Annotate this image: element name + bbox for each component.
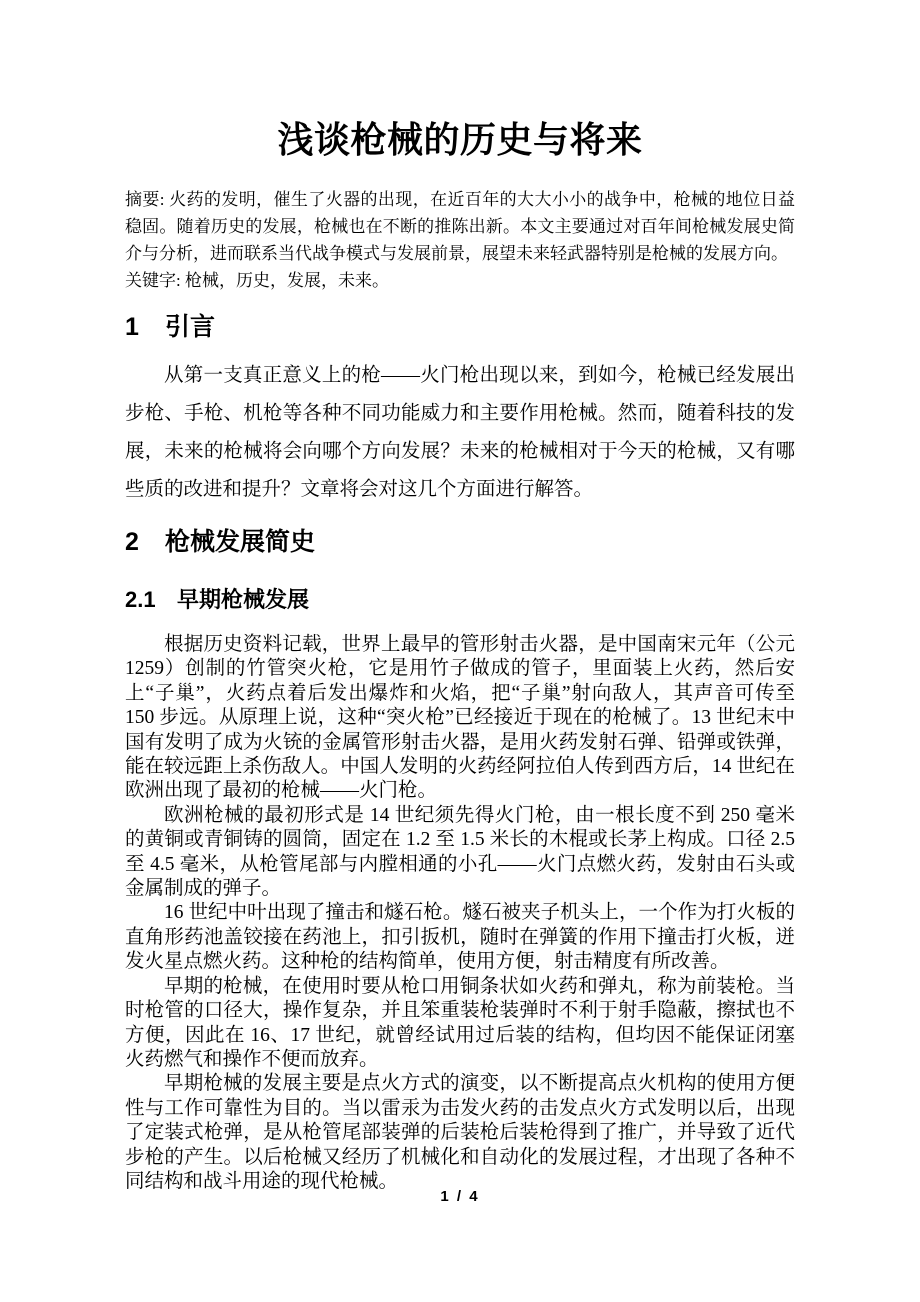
body-paragraph: 欧洲枪械的最初形式是 14 世纪须先得火门枪，由一根长度不到 250 毫米的黄铜或青铜铸的圆筒，固定在 1.2 至 1.5 米长的木棍或长茅上构成。口径 2.5 至 4.5 毫米，从枪管尾部与内膛相通的小孔——火门点燃火药，发射由石头或金属制成的弹子。 bbox=[125, 804, 795, 900]
section-1-number: 1 bbox=[125, 313, 139, 341]
intro-paragraph: 从第一支真正意义上的枪——火门枪出现以来，到如今，枪械已经发展出步枪、手枪、机枪等各种不同功能威力和主要作用枪械。然而，随着科技的发展，未来的枪械将会向哪个方向发展？未来的枪械相对于今天的枪械，又有哪些质的改进和提升？文章将会对这几个方面进行解答。 bbox=[125, 365, 795, 500]
section-2-1-title: 早期枪械发展 bbox=[177, 587, 310, 612]
section-1-title: 引言 bbox=[165, 313, 216, 341]
page-title: 浅谈枪械的历史与将来 bbox=[277, 119, 643, 160]
body-paragraph: 16 世纪中叶出现了撞击和燧石枪。燧石被夹子机头上，一个作为打火板的直角形药池盖铰接在药池上，扣引扳机，随时在弹簧的作用下撞击打火板，迸发火星点燃火药。这种枪的结构简单，使用方便，射击精度有所改善。 bbox=[125, 902, 795, 973]
section-2-heading bbox=[125, 526, 795, 558]
section-2-1-heading bbox=[125, 585, 795, 615]
section-2-1-number: 2.1 bbox=[125, 587, 156, 612]
abstract-paragraph: 摘要: 火药的发明，催生了火器的出现，在近百年的大大小小的战争中，枪械的地位日益稳固。随着历史的发展，枪械也在不断的推陈出新。本文主要通过对百年间枪械发展史简介与分析，进而联系当代战争模式与发展前景，展望未来轻武器特别是枪械的发展方向。 bbox=[125, 190, 795, 263]
body-paragraph: 早期枪械的发展主要是点火方式的演变，以不断提高点火机构的使用方便性与工作可靠性为目的。当以雷汞为击发火药的击发点火方式发明以后，出现了定装式枪弹，是从枪管尾部装弹的后装枪后装枪得到了推广，并导致了近代步枪的产生。以后枪械又经历了机械化和自动化的发展过程，才出现了各种不同结构和战斗用途的现代枪械。 bbox=[125, 1073, 795, 1192]
page-number: 1 / 4 bbox=[440, 1188, 480, 1205]
section-1-heading bbox=[125, 311, 795, 343]
section-2-number: 2 bbox=[125, 528, 139, 556]
body-paragraph: 早期的枪械，在使用时要从枪口用铜条状如火药和弹丸，称为前装枪。当时枪管的口径大，操作复杂，并且笨重装枪装弹时不利于射手隐蔽，擦拭也不方便，因此在 16、17 世纪，就曾经试用过后装的结构，但均因不能保证闭塞火药燃气和操作不便而放弃。 bbox=[125, 975, 795, 1070]
keywords-line: 关键字: 枪械，历史，发展，未来。 bbox=[125, 271, 389, 290]
body-paragraph: 根据历史资料记载，世界上最早的管形射击火器，是中国南宋元年（公元 1259）创制的竹管突火枪，它是用竹子做成的管子，里面装上火药，然后安上“子巢”，火药点着后发出爆炸和火焰，把“子巢”射向敌人，其声音可传至 150 步远。从原理上说，这种“突火枪”已经接近于现在的枪械了。13 世纪末中国有发明了成为火铳的金属管形射击火器，是用火药发射石弹、铅弹或铁弹，能在较远距上杀伤敌人。中国人发明的火药经阿拉伯人传到西方后，14 世纪在欧洲出现了最初的枪械——火门枪。 bbox=[125, 634, 795, 802]
section-2-title: 枪械发展简史 bbox=[165, 528, 316, 556]
